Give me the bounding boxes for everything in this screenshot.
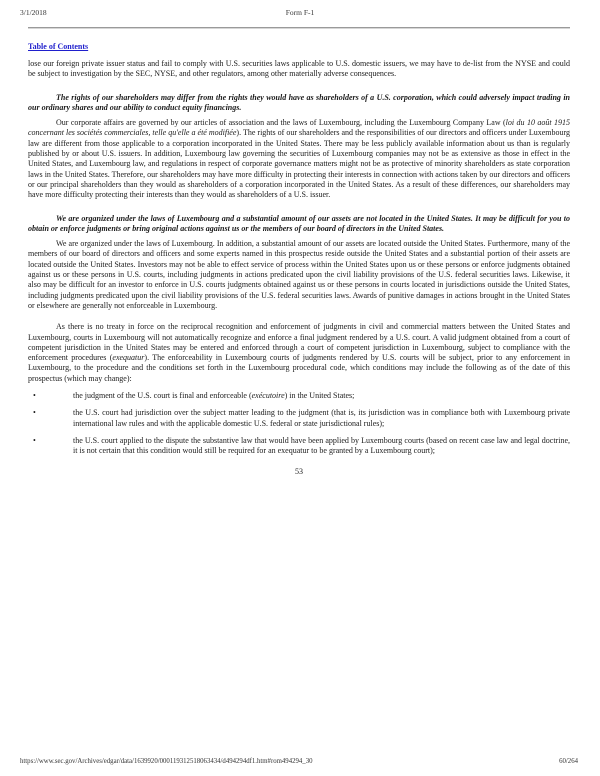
text-segment: the U.S. court had jurisdiction over the subject matter leading to the judgment (that is, its jurisdiction was in compliance both with Luxembourg private international law rules and with the applicable domestic U.S. federal or state jurisdictional rules); (73, 408, 570, 428)
conditions-list (28, 391, 570, 456)
list-item (28, 408, 570, 429)
bullet-icon: • (33, 391, 36, 401)
paragraph-organized-luxembourg: We are organized under the laws of Luxembourg. In addition, a substantial amount of our assets are located outside the United States. Furthermore, many of the members of our board of directors and officers and some experts named in this prospectus reside outside the United States and a substantial portion of their assets are located outside the United States. Investors may not be able to effect service of process within the United States upon us or these persons or enforce judgments obtained against us or these persons in U.S. courts, including judgments in actions predicated upon the civil liability provisions of the U.S. federal securities laws. Likewise, it also may be difficult for an investor to enforce in U.S. courts judgments obtained against us or these persons in courts located in jurisdictions outside the United States, including judgments predicated upon the civil liability provisions of the U.S. federal securities laws. Awards of punitive damages in actions brought in the United States or elsewhere are generally not enforceable in Luxembourg. (28, 239, 570, 310)
list-item (28, 391, 570, 401)
text-segment: ). The rights of our shareholders and the responsibilities of our directors and officers under Luxembourg law are different from those applicable to a corporation incorporated in the United States. There may be less publicly available information about us than is regularly published by or about U.S. issuers. In addition, Luxembourg law governing the securities of Luxembourg companies may not be as extensive as those in effect in the United States, and Luxembourg law, and regulations in respect of corporate governance matters might not be as protective of minority shareholders as state corporation laws in the United States. Therefore, our shareholders may have more difficulty in protecting their interests in connection with actions taken by our directors and officers or our principal shareholders than they would as shareholders of a corporation incorporated in the United States. As a result of these differences, our shareholders may have more difficulty protecting their interests than they would as shareholders of a U.S. issuer. (28, 128, 571, 200)
text-segment: As there is no treaty in force on the reciprocal recognition and enforcement of judgments in civil and commercial matters between the United States and Luxembourg, courts in Luxembourg will not automatically recognize and enforce a final judgment rendered by a U.S. court. A valid judgment obtained from a court of competent jurisdiction in the United States may be entered and enforced through a court of competent jurisdiction in Luxembourg, subject to compliance with the enforcement procedures ( (28, 322, 570, 363)
header-date: 3/1/2018 (20, 8, 47, 17)
text-segment: the U.S. court applied to the dispute the substantive law that would have been applied by Luxembourg courts (based on recent case law and legal doctrine, it is not certain that this condition would still be required for an exequatur to be granted by a Luxembourg court); (73, 435, 570, 456)
italic-executoire: exécutoire (251, 391, 285, 401)
bullet-icon: • (33, 408, 36, 418)
bullet-icon: • (33, 435, 36, 445)
header-title: Form F-1 (285, 8, 315, 17)
list-item (28, 436, 570, 457)
paragraph-corporate-affairs (28, 118, 570, 200)
text-segment: ) in the United States; (284, 391, 355, 401)
page-header (0, 0, 600, 30)
risk-heading-luxembourg: We are organized under the laws of Luxembourg and a substantial amount of our assets are not located in the United States. It may be difficult for you to obtain or enforce judgments or bring original actions against us or the members of our board of directors in the United States. (28, 213, 570, 233)
footer-url: https://www.sec.gov/Archives/edgar/data/1639920/000119312518063434/d494294df1.htm#rom494294_30 (20, 758, 313, 765)
text-segment: Our corporate affairs are governed by our articles of association and the laws of Luxembourg, including the Luxembourg Company Law ( (56, 118, 506, 128)
document-body (28, 59, 570, 477)
text-segment: ). The enforceability in Luxembourg courts of judgments rendered by U.S. courts will be subject, prior to any enforcement in Luxembourg, to the procedure and the conditions set forth in the Luxembourg procedural code, which conditions may include the following as of the date of this prospectus (which may change): (28, 353, 571, 383)
header-divider (28, 27, 570, 29)
paragraph-no-treaty (28, 322, 570, 384)
page-number: 53 (295, 466, 303, 476)
risk-heading-shareholder-rights: The rights of our shareholders may differ from the rights they would have as shareholders of a U.S. corporation, which could adversely impact trading in our ordinary shares and our ability to conduct equity financings. (28, 92, 570, 112)
paragraph-continued: lose our foreign private issuer status and fail to comply with U.S. securities laws applicable to U.S. domestic issuers, we may have to de-list from the NYSE and could be subject to investigation by the SEC, NYSE, and other regulators, among other materially adverse consequences. (28, 59, 570, 79)
footer-page-count: 60/264 (559, 758, 578, 765)
table-of-contents-link[interactable]: Table of Contents (28, 42, 89, 51)
italic-exequatur: exequatur (112, 353, 145, 363)
italic-law-name: loi du 10 août 1915 concernant les sociétés commerciales, telle qu'elle a été modifiée (28, 118, 570, 138)
text-segment: the judgment of the U.S. court is final and enforceable ( (73, 391, 252, 401)
